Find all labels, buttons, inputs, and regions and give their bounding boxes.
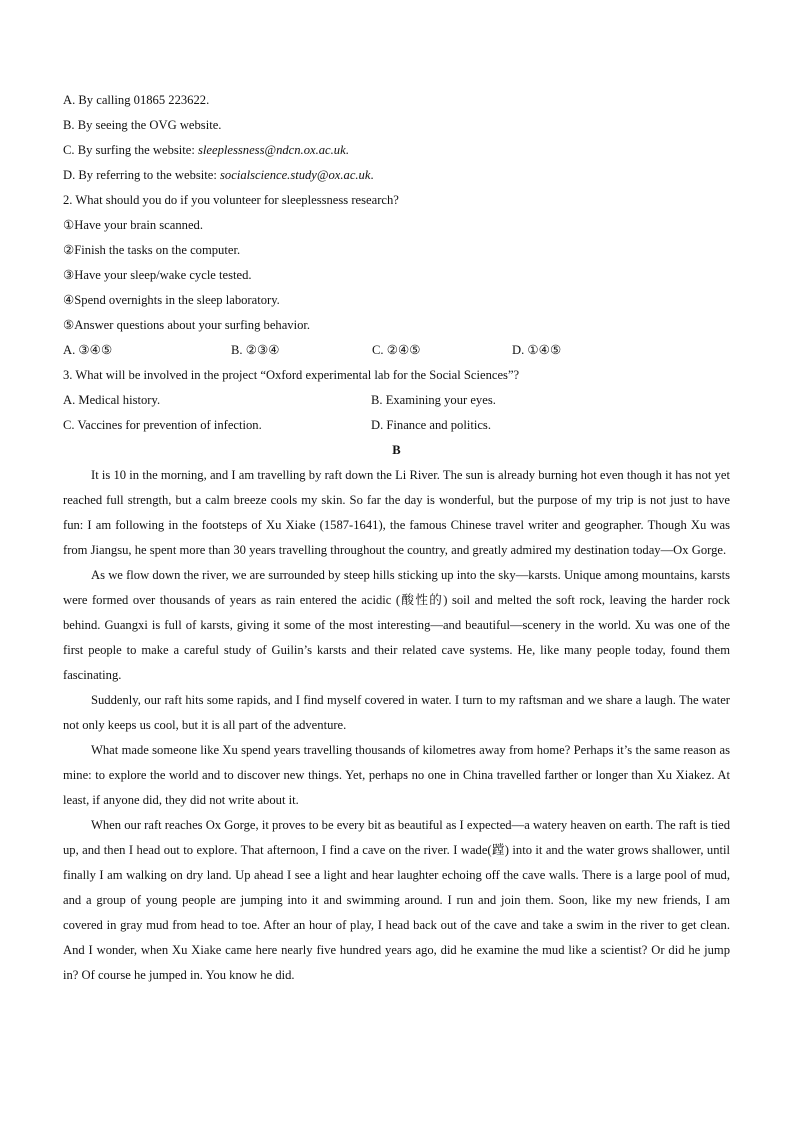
q2-item-5: ⑤Answer questions about your surfing behavior. bbox=[63, 318, 311, 332]
q3-choice-a: A. Medical history. bbox=[63, 393, 161, 407]
q1-option-d bbox=[63, 163, 730, 188]
q2-choice-a: A. ③④⑤ bbox=[63, 343, 113, 357]
q3-choice-b: B. Examining your eyes. bbox=[371, 393, 496, 407]
q1-option-a bbox=[63, 88, 730, 113]
q2-choice-b: B. ②③④ bbox=[231, 343, 280, 357]
passage-paragraph-4: What made someone like Xu spend years travelling thousands of kilometres away from home? Perhaps it’s the same reason as mine: to explore the world and to discover new things. Yet, perhaps no one in China travelled farther or longer than Xu Xiakez. At least, if anyone did, they did not write about it. bbox=[63, 743, 730, 807]
q3-choices-row-2 bbox=[63, 413, 730, 438]
passage-paragraph-5: When our raft reaches Ox Gorge, it proves to be every bit as beautiful as I expected—a watery heaven on earth. The raft is tied up, and then I head out to explore. That afternoon, I find a cave on the river. I wade(蹚) into it and the water grows shallower, until finally I am walking on dry land. Up ahead I see a light and hear laughter echoing off the cave walls. There is a large pool of mud, and a group of young people are jumping into it and swimming around. I run and join them. Soon, like my new friends, I am covered in gray mud from head to toe. After an hour of play, I head back out of the cave and take a swim in the river to get clean. And I wonder, when Xu Xiake came here nearly five hundred years ago, did he examine the mud like a scientist? Or did he jump in? Of course he jumped in. You know he did. bbox=[63, 818, 730, 982]
exam-page bbox=[63, 88, 730, 988]
q3-choices-row-1 bbox=[63, 388, 730, 413]
q2-item-4: ④Spend overnights in the sleep laboratory. bbox=[63, 293, 280, 307]
q3-choice-d: D. Finance and politics. bbox=[371, 418, 491, 432]
option-text: A. By calling 01865 223622. bbox=[63, 93, 210, 107]
option-punct: . bbox=[370, 168, 374, 182]
section-heading: B bbox=[392, 443, 401, 457]
option-text: C. By surfing the website: bbox=[63, 143, 199, 157]
option-punct: . bbox=[345, 143, 349, 157]
option-email: sleeplessness@ndcn.ox.ac.uk bbox=[198, 143, 346, 157]
q2-item-1: ①Have your brain scanned. bbox=[63, 218, 203, 232]
q2-choice-c: C. ②④⑤ bbox=[372, 343, 421, 357]
q2-question: 2. What should you do if you volunteer for sleeplessness research? bbox=[63, 193, 399, 207]
q2-item-2: ②Finish the tasks on the computer. bbox=[63, 243, 241, 257]
q3-question: 3. What will be involved in the project “Oxford experimental lab for the Social Sciences”? bbox=[63, 368, 520, 382]
q2-item-3: ③Have your sleep/wake cycle tested. bbox=[63, 268, 252, 282]
passage-paragraph-1: It is 10 in the morning, and I am travelling by raft down the Li River. The sun is already burning hot even though it has not yet reached full strength, but a calm breeze cools my skin. So far the day is wonderful, but the purpose of my trip is not just to have fun: I am following in the footsteps of Xu Xiake (1587-1641), the famous Chinese travel writer and geographer. Though Xu was from Jiangsu, he spent more than 30 years travelling throughout the country, and greatly admired my destination today—Ox Gorge. bbox=[63, 468, 730, 557]
passage-paragraph-3: Suddenly, our raft hits some rapids, and I find myself covered in water. I turn to my raftsman and we share a laugh. The water not only keeps us cool, but it is all part of the adventure. bbox=[63, 693, 730, 732]
q2-choice-d: D. ①④⑤ bbox=[512, 343, 562, 357]
option-text: D. By referring to the website: bbox=[63, 168, 221, 182]
q1-option-b bbox=[63, 113, 730, 138]
option-text: B. By seeing the OVG website. bbox=[63, 118, 222, 132]
passage-paragraph-2: As we flow down the river, we are surrounded by steep hills sticking up into the sky—karsts. Unique among mountains, karsts were formed over thousands of years as rain entered the acidic (酸性的) soil and melted the soft rock, leaving the harder rock behind. Guangxi is full of karsts, giving it some of the most interesting—and beautiful—scenery in the world. Xu was one of the first people to make a careful study of Guilin’s karsts and their related cave systems. He, like many people today, found them fascinating. bbox=[63, 568, 730, 682]
option-email: socialscience.study@ox.ac.uk bbox=[220, 168, 371, 182]
q1-option-c bbox=[63, 138, 730, 163]
q3-choice-c: C. Vaccines for prevention of infection. bbox=[63, 418, 262, 432]
q2-choices bbox=[63, 338, 730, 363]
